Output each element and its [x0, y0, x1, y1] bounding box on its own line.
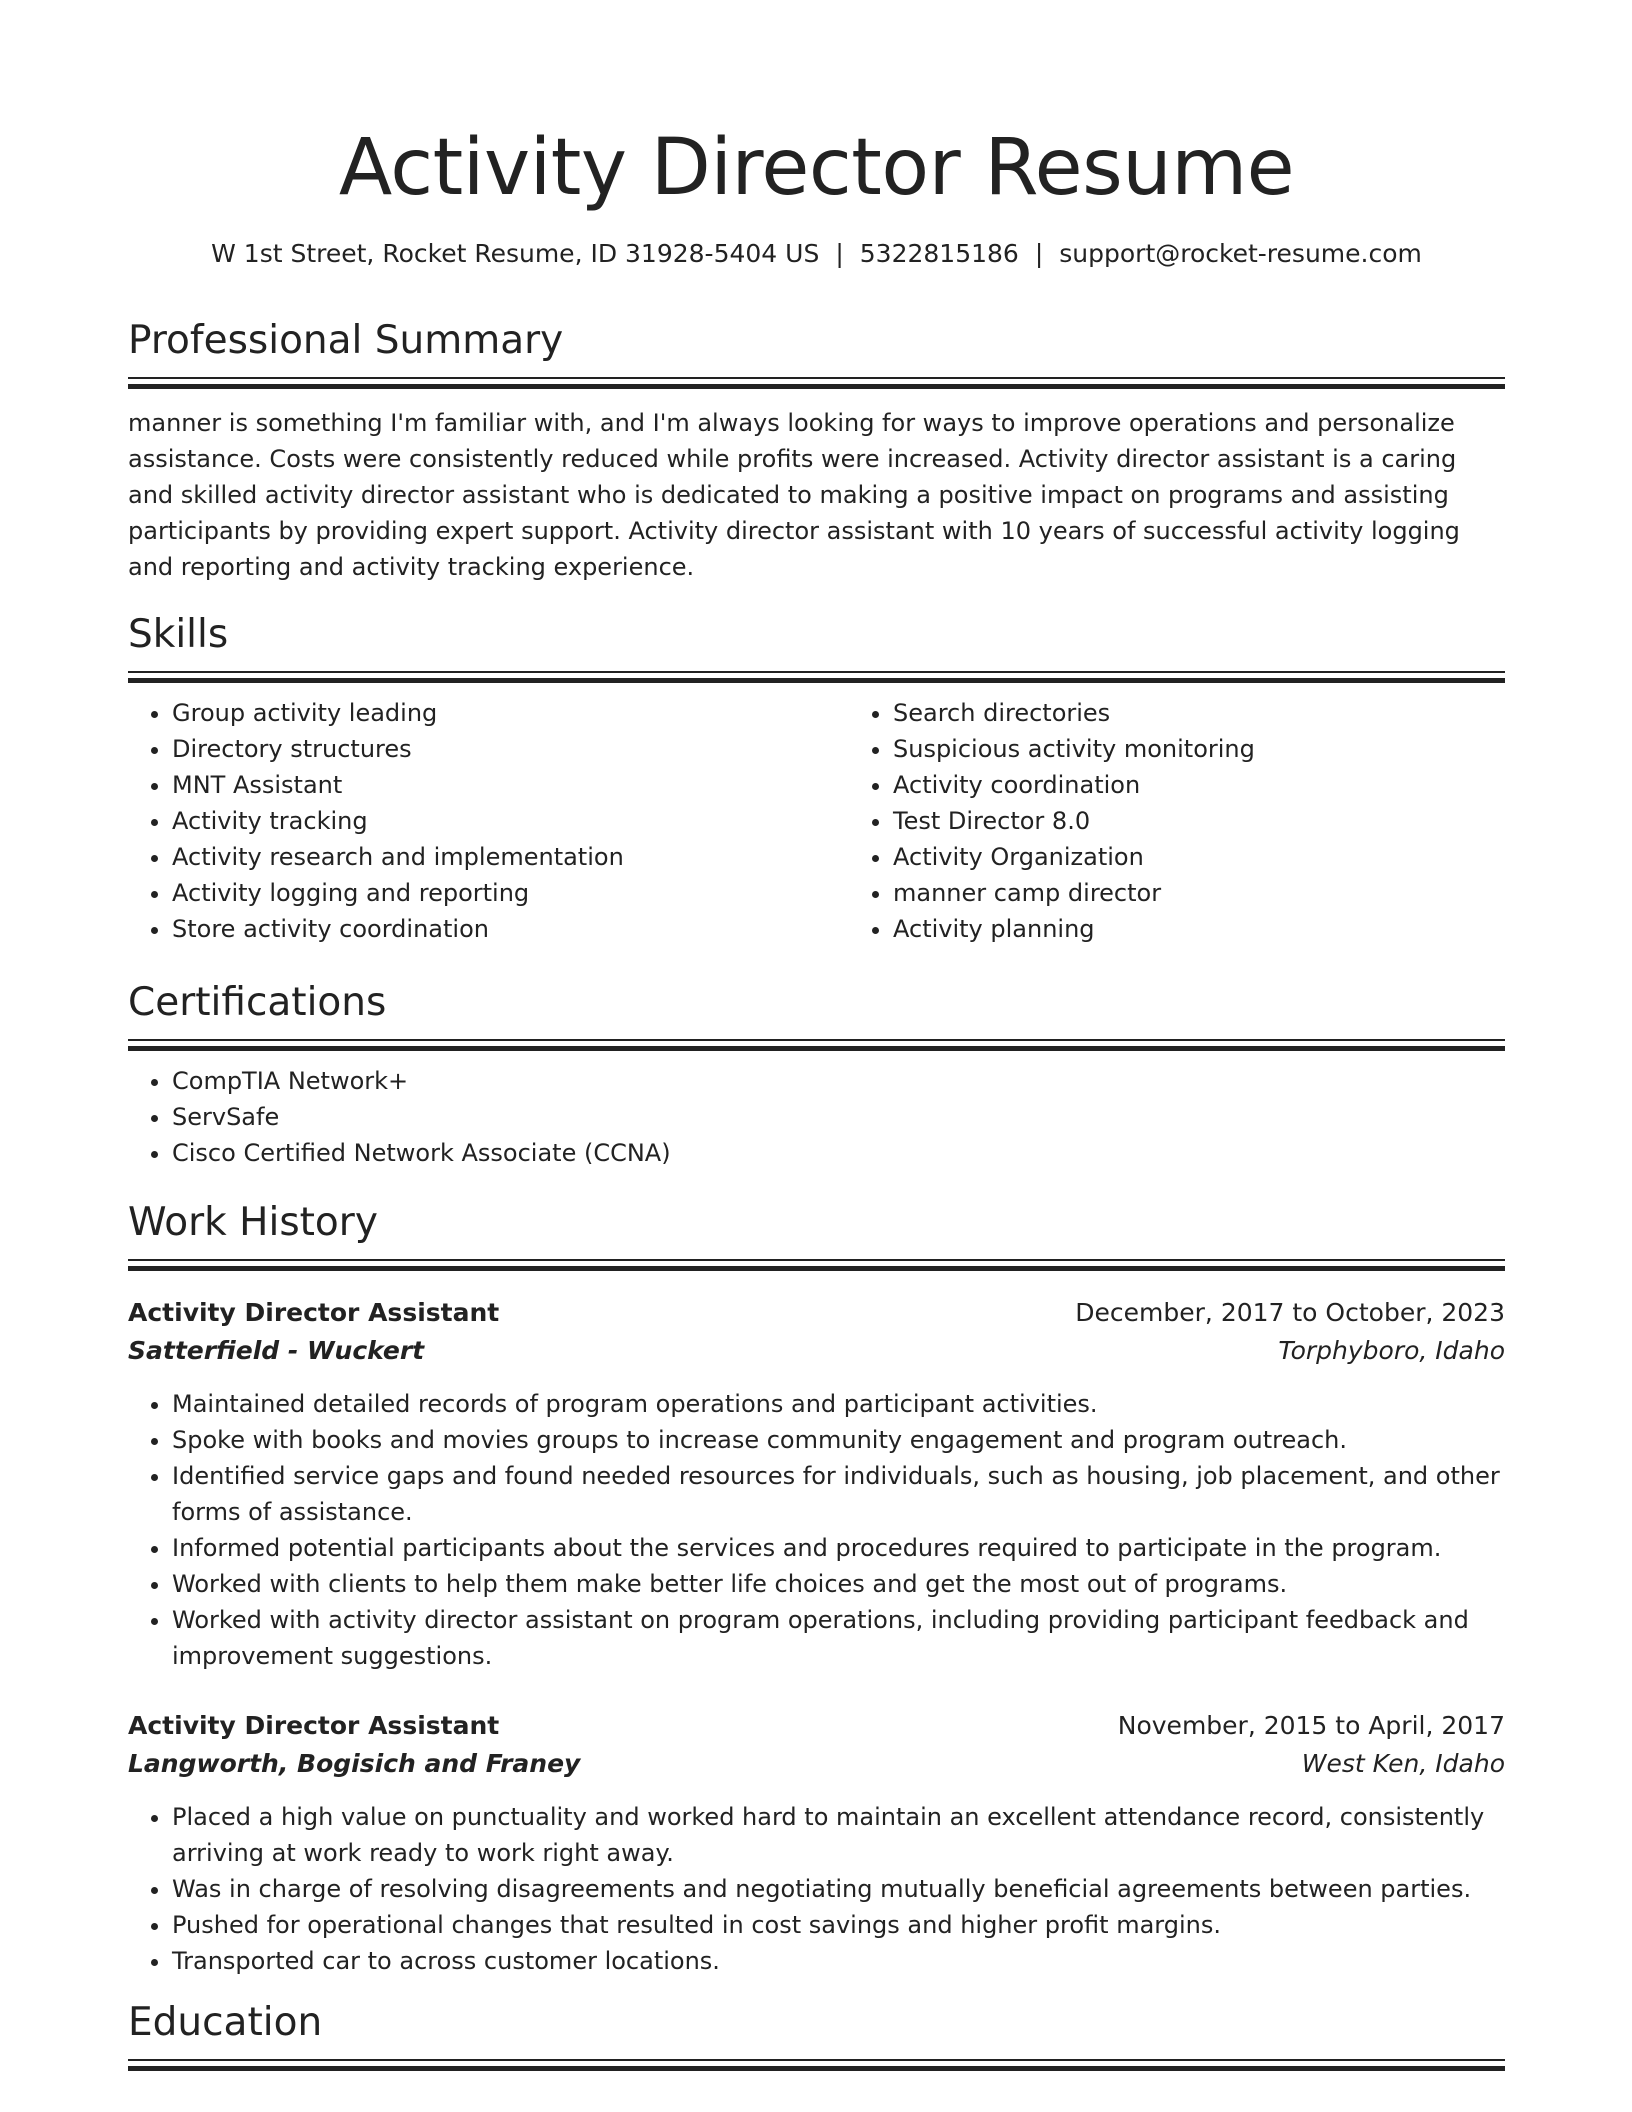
job-company: Langworth, Bogisich and Franey — [128, 1749, 581, 1778]
section-title: Certifications — [128, 980, 387, 1025]
list-item: • Activity tracking — [172, 803, 805, 839]
list-item: • Activity planning — [893, 911, 1549, 947]
section-divider — [128, 2059, 1505, 2073]
phone: 5322815186 — [859, 239, 1019, 268]
list-item: • Store activity coordination — [172, 911, 805, 947]
list-item: • Pushed for operational changes that resulted in cost savings and higher profit margins. — [172, 1907, 1505, 1943]
job-subheader — [128, 1332, 1505, 1370]
list-item: • Informed potential participants about the services and procedures required to participate in the program. — [172, 1530, 1505, 1566]
list-item: • Test Director 8.0 — [893, 803, 1549, 839]
job-header — [128, 1707, 1505, 1745]
list-item: • Worked with activity director assistant on program operations, including providing participant feedback and improvement suggestions. — [172, 1602, 1505, 1674]
email: support@rocket-resume.com — [1059, 239, 1422, 268]
job-dates: November, 2015 to April, 2017 — [1117, 1711, 1505, 1740]
job-location: West Ken, Idaho — [1301, 1749, 1505, 1778]
list-item: • Activity Organization — [893, 839, 1549, 875]
section-title: Skills — [128, 612, 229, 657]
list-item: • Suspicious activity monitoring — [893, 731, 1549, 767]
job-header — [128, 1294, 1505, 1332]
list-item: • Spoke with books and movies groups to increase community engagement and program outreach. — [172, 1422, 1505, 1458]
list-item: • Identified service gaps and found needed resources for individuals, such as housing, job placement, and other forms of assistance. — [172, 1458, 1505, 1530]
list-item: • Worked with clients to help them make better life choices and get the most out of programs. — [172, 1566, 1505, 1602]
section-divider — [128, 1259, 1505, 1273]
list-item: • MNT Assistant — [172, 767, 805, 803]
section-divider — [128, 1039, 1505, 1053]
section-title: Professional Summary — [128, 318, 564, 363]
job-dates: December, 2017 to October, 2023 — [1075, 1298, 1505, 1327]
skills-section — [128, 609, 1505, 947]
list-item: • manner camp director — [893, 875, 1549, 911]
job-title: Activity Director Assistant — [128, 1298, 500, 1327]
summary-text: manner is something I'm familiar with, and I'm always looking for ways to improve operations and personalize assistance. Costs were consistently reduced while profits were increased. Activity director assistant is a caring and skilled activity director assistant who is dedicated to making a positive impact on programs and assisting participants by providing expert support. Activity director assistant with 10 years of successful activity logging and reporting and activity tracking experience. — [128, 409, 1460, 581]
list-item: • Activity logging and reporting — [172, 875, 805, 911]
job-bullets — [128, 1386, 1505, 1674]
education-section — [128, 1997, 1505, 2073]
job-entry — [128, 1294, 1505, 1674]
resume-title: Activity Director Resume — [338, 123, 1295, 213]
summary-section — [128, 315, 1505, 585]
job-entry — [128, 1707, 1505, 1979]
section-divider — [128, 377, 1505, 391]
job-title: Activity Director Assistant — [128, 1711, 500, 1740]
job-subheader — [128, 1745, 1505, 1783]
job-bullets — [128, 1799, 1505, 1979]
section-title: Work History — [128, 1200, 378, 1245]
list-item: • Maintained detailed records of program operations and participant activities. — [172, 1386, 1505, 1422]
section-title: Education — [128, 2000, 323, 2045]
list-item: • Activity coordination — [893, 767, 1549, 803]
work-history-section — [128, 1197, 1505, 1273]
skills-list-left — [128, 695, 805, 947]
certifications-list — [128, 1063, 1505, 1171]
list-item: • Placed a high value on punctuality and worked hard to maintain an excellent attendance record, consistently arriving at work ready to work right away. — [172, 1799, 1505, 1871]
list-item: • Transported car to across customer locations. — [172, 1943, 1505, 1979]
list-item: • Directory structures — [172, 731, 805, 767]
section-divider — [128, 671, 1505, 685]
contact-line — [128, 237, 1505, 271]
list-item: • CompTIA Network+ — [172, 1063, 1505, 1099]
list-item: • Group activity leading — [172, 695, 805, 731]
list-item: • ServSafe — [172, 1099, 1505, 1135]
list-item: • Cisco Certified Network Associate (CCNA) — [172, 1135, 1505, 1171]
job-location: Torphyboro, Idaho — [1278, 1336, 1505, 1365]
list-item: • Search directories — [893, 695, 1549, 731]
certifications-section — [128, 977, 1505, 1171]
separator: | — [835, 239, 844, 268]
list-item: • Activity research and implementation — [172, 839, 805, 875]
job-company: Satterfield - Wuckert — [128, 1336, 425, 1365]
address: W 1st Street, Rocket Resume, ID 31928-5404 US — [211, 239, 820, 268]
separator: | — [1034, 239, 1044, 268]
list-item: • Was in charge of resolving disagreements and negotiating mutually beneficial agreements between parties. — [172, 1871, 1505, 1907]
skills-columns — [128, 685, 1505, 947]
skills-list-right — [849, 695, 1549, 947]
